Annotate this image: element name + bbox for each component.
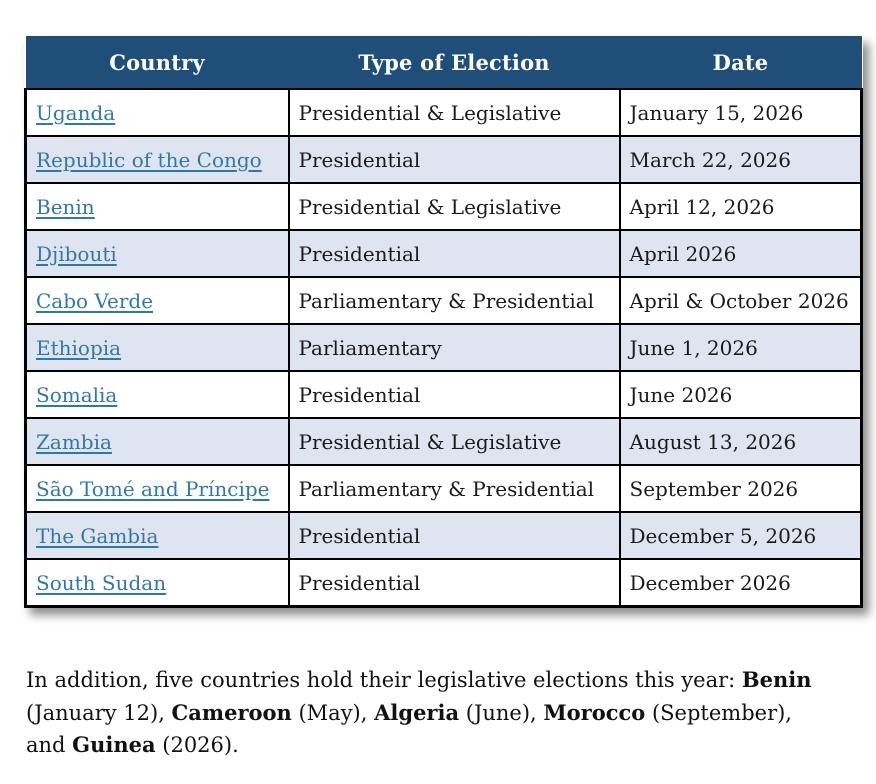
footnote-country-bold: Algeria — [374, 699, 460, 725]
country-link[interactable]: Uganda — [36, 100, 116, 125]
election-date-cell: April 2026 — [620, 230, 862, 277]
elections-table — [24, 36, 863, 608]
election-date-cell: August 13, 2026 — [620, 418, 862, 465]
election-type-cell: Parliamentary — [289, 324, 620, 371]
column-header-country: Country — [26, 36, 289, 89]
country-cell — [26, 89, 289, 136]
country-cell — [26, 183, 289, 230]
footnote-text: In addition, five countries hold their legislative elections this year: — [26, 668, 742, 692]
election-date-cell: January 15, 2026 — [620, 89, 862, 136]
election-type-cell: Parliamentary & Presidential — [289, 465, 620, 512]
country-cell — [26, 277, 289, 324]
country-link[interactable]: Zambia — [36, 429, 112, 454]
footnote-text: (January 12), — [26, 700, 172, 725]
footnote-text: (2026). — [155, 733, 239, 758]
table-row — [26, 324, 862, 371]
table-row — [26, 559, 862, 607]
footnote-country-bold: Benin — [741, 667, 812, 692]
table-row — [26, 465, 862, 512]
footnote-country-bold: Morocco — [543, 699, 646, 725]
election-date-cell: April & October 2026 — [620, 277, 862, 324]
table-row — [26, 371, 862, 418]
country-cell — [26, 136, 289, 183]
election-type-cell: Presidential — [289, 230, 620, 277]
country-link[interactable]: Cabo Verde — [36, 288, 154, 313]
column-header-type: Type of Election — [289, 36, 620, 89]
country-link[interactable]: São Tomé and Príncipe — [36, 476, 270, 501]
footnote-country-bold: Guinea — [72, 732, 156, 758]
country-link[interactable]: Somalia — [36, 382, 118, 407]
country-link[interactable]: Benin — [36, 194, 95, 219]
table-header — [26, 36, 862, 89]
country-cell — [26, 559, 289, 607]
election-date-cell: March 22, 2026 — [620, 136, 862, 183]
table-row — [26, 512, 862, 559]
country-cell — [26, 465, 289, 512]
country-link[interactable]: Ethiopia — [36, 335, 122, 360]
election-type-cell: Presidential & Legislative — [289, 89, 620, 136]
election-date-cell: June 2026 — [620, 371, 862, 418]
election-type-cell: Presidential — [289, 559, 620, 607]
country-cell — [26, 230, 289, 277]
country-link[interactable]: The Gambia — [36, 523, 159, 548]
country-link[interactable]: South Sudan — [36, 570, 167, 595]
table-row — [26, 183, 862, 230]
election-type-cell: Presidential & Legislative — [289, 418, 620, 465]
election-type-cell: Parliamentary & Presidential — [289, 277, 620, 324]
country-cell — [26, 324, 289, 371]
election-date-cell: December 5, 2026 — [620, 512, 862, 559]
election-type-cell: Presidential — [289, 371, 620, 418]
table-row — [26, 136, 862, 183]
election-type-cell: Presidential — [289, 512, 620, 559]
footnote-country-bold: Cameroon — [171, 699, 292, 725]
election-date-cell: September 2026 — [620, 465, 862, 512]
country-cell — [26, 371, 289, 418]
election-type-cell: Presidential — [289, 136, 620, 183]
election-date-cell: April 12, 2026 — [620, 183, 862, 230]
election-type-cell: Presidential & Legislative — [289, 183, 620, 230]
country-link[interactable]: Republic of the Congo — [36, 147, 262, 172]
table-row — [26, 230, 862, 277]
country-cell — [26, 418, 289, 465]
table-row — [26, 89, 862, 136]
footnote-text: (May), — [291, 700, 375, 725]
election-date-cell: June 1, 2026 — [620, 324, 862, 371]
column-header-date: Date — [620, 36, 862, 89]
election-date-cell: December 2026 — [620, 559, 862, 607]
footnote-text: (June), — [459, 700, 544, 725]
country-link[interactable]: Djibouti — [36, 241, 117, 266]
country-cell — [26, 512, 289, 559]
footnote-paragraph — [26, 664, 826, 762]
table-row — [26, 277, 862, 324]
table-body — [26, 89, 862, 607]
table-row — [26, 418, 862, 465]
footnote-text: (September), and — [26, 700, 792, 758]
